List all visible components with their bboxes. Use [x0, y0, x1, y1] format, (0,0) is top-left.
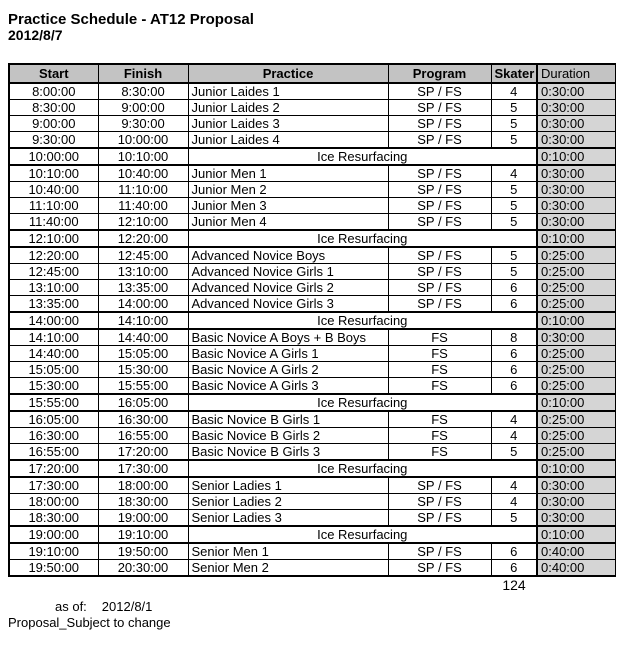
resurfacing-row: [9, 526, 615, 543]
cell-duration: 0:30:00: [537, 132, 615, 149]
schedule-row: [9, 214, 615, 231]
cell-start: 10:40:00: [9, 182, 98, 198]
cell-start: 12:10:00: [9, 230, 98, 247]
cell-finish: 8:30:00: [98, 83, 188, 100]
column-header-program: Program: [388, 64, 491, 83]
column-header-finish: Finish: [98, 64, 188, 83]
cell-duration: 0:25:00: [537, 362, 615, 378]
cell-practice-merged: Ice Resurfacing: [188, 460, 537, 477]
cell-start: 19:00:00: [9, 526, 98, 543]
cell-practice: Basic Novice A Girls 2: [188, 362, 388, 378]
cell-duration: 0:30:00: [537, 510, 615, 527]
cell-program: SP / FS: [388, 477, 491, 494]
cell-skater: 4: [491, 165, 537, 182]
cell-program: FS: [388, 444, 491, 461]
cell-finish: 15:30:00: [98, 362, 188, 378]
cell-program: FS: [388, 378, 491, 395]
cell-finish: 16:05:00: [98, 394, 188, 411]
cell-program: SP / FS: [388, 264, 491, 280]
schedule-row: [9, 247, 615, 264]
cell-finish: 9:00:00: [98, 100, 188, 116]
cell-program: SP / FS: [388, 560, 491, 577]
cell-skater: 6: [491, 543, 537, 560]
cell-start: 11:40:00: [9, 214, 98, 231]
cell-finish: 19:00:00: [98, 510, 188, 527]
cell-skater: 6: [491, 346, 537, 362]
schedule-row: [9, 444, 615, 461]
asof-date: 2012/8/1: [101, 599, 153, 614]
cell-start: 14:40:00: [9, 346, 98, 362]
schedule-row: [9, 280, 615, 296]
cell-start: 16:30:00: [9, 428, 98, 444]
cell-skater: 4: [491, 428, 537, 444]
cell-practice: Basic Novice A Girls 1: [188, 346, 388, 362]
cell-duration: 0:25:00: [537, 346, 615, 362]
cell-finish: 12:45:00: [98, 247, 188, 264]
cell-skater: 4: [491, 83, 537, 100]
schedule-footer: [9, 576, 615, 594]
cell-duration: 0:30:00: [537, 116, 615, 132]
cell-start: 13:35:00: [9, 296, 98, 313]
cell-program: SP / FS: [388, 165, 491, 182]
cell-start: 17:30:00: [9, 477, 98, 494]
cell-program: SP / FS: [388, 100, 491, 116]
cell-finish: 12:20:00: [98, 230, 188, 247]
schedule-header: [9, 64, 615, 83]
cell-program: SP / FS: [388, 214, 491, 231]
cell-program: FS: [388, 362, 491, 378]
cell-duration: 0:25:00: [537, 247, 615, 264]
resurfacing-row: [9, 312, 615, 329]
cell-program: FS: [388, 428, 491, 444]
cell-start: 15:55:00: [9, 394, 98, 411]
cell-practice-merged: Ice Resurfacing: [188, 230, 537, 247]
cell-program: SP / FS: [388, 494, 491, 510]
cell-practice-merged: Ice Resurfacing: [188, 312, 537, 329]
cell-skater: 8: [491, 329, 537, 346]
cell-duration: 0:25:00: [537, 296, 615, 313]
schedule-body: [9, 83, 615, 576]
cell-skater: 5: [491, 264, 537, 280]
schedule-row: [9, 329, 615, 346]
cell-duration: 0:10:00: [537, 526, 615, 543]
schedule-table: [8, 63, 616, 594]
schedule-row: [9, 510, 615, 527]
cell-finish: 14:10:00: [98, 312, 188, 329]
cell-practice: Senior Ladies 3: [188, 510, 388, 527]
cell-start: 15:30:00: [9, 378, 98, 395]
cell-skater: 5: [491, 182, 537, 198]
schedule-row: [9, 165, 615, 182]
cell-skater: 5: [491, 444, 537, 461]
total-row-spacer: [9, 576, 491, 594]
cell-duration: 0:40:00: [537, 543, 615, 560]
cell-duration: 0:25:00: [537, 280, 615, 296]
cell-start: 13:10:00: [9, 280, 98, 296]
cell-duration: 0:10:00: [537, 394, 615, 411]
cell-finish: 13:10:00: [98, 264, 188, 280]
cell-duration: 0:30:00: [537, 165, 615, 182]
cell-duration: 0:25:00: [537, 378, 615, 395]
cell-program: SP / FS: [388, 116, 491, 132]
cell-start: 10:10:00: [9, 165, 98, 182]
cell-program: SP / FS: [388, 247, 491, 264]
cell-program: SP / FS: [388, 510, 491, 527]
cell-practice: Advanced Novice Girls 2: [188, 280, 388, 296]
schedule-row: [9, 100, 615, 116]
cell-finish: 18:00:00: [98, 477, 188, 494]
schedule-row: [9, 296, 615, 313]
cell-program: SP / FS: [388, 132, 491, 149]
cell-skater: 6: [491, 280, 537, 296]
cell-practice: Senior Men 2: [188, 560, 388, 577]
cell-practice: Senior Men 1: [188, 543, 388, 560]
cell-duration: 0:30:00: [537, 494, 615, 510]
skater-total: 124: [491, 576, 537, 594]
cell-start: 14:00:00: [9, 312, 98, 329]
cell-skater: 4: [491, 494, 537, 510]
schedule-row: [9, 477, 615, 494]
cell-start: 17:20:00: [9, 460, 98, 477]
cell-practice: Junior Men 1: [188, 165, 388, 182]
cell-skater: 6: [491, 378, 537, 395]
cell-program: SP / FS: [388, 198, 491, 214]
cell-start: 19:50:00: [9, 560, 98, 577]
column-header-duration: Duration: [537, 64, 615, 83]
cell-duration: 0:40:00: [537, 560, 615, 577]
cell-practice: Advanced Novice Boys: [188, 247, 388, 264]
cell-start: 15:05:00: [9, 362, 98, 378]
cell-duration: 0:30:00: [537, 182, 615, 198]
cell-skater: 5: [491, 116, 537, 132]
cell-practice: Advanced Novice Girls 1: [188, 264, 388, 280]
cell-finish: 14:00:00: [98, 296, 188, 313]
schedule-row: [9, 83, 615, 100]
cell-practice: Basic Novice B Girls 3: [188, 444, 388, 461]
schedule-row: [9, 264, 615, 280]
cell-program: FS: [388, 329, 491, 346]
resurfacing-row: [9, 230, 615, 247]
cell-skater: 5: [491, 214, 537, 231]
cell-finish: 19:50:00: [98, 543, 188, 560]
column-header-start: Start: [9, 64, 98, 83]
cell-finish: 11:40:00: [98, 198, 188, 214]
cell-duration: 0:25:00: [537, 411, 615, 428]
schedule-row: [9, 411, 615, 428]
cell-start: 12:20:00: [9, 247, 98, 264]
cell-practice: Junior Men 3: [188, 198, 388, 214]
page-title: Practice Schedule - AT12 Proposal: [8, 11, 254, 28]
cell-duration: 0:10:00: [537, 148, 615, 165]
cell-practice: Senior Ladies 1: [188, 477, 388, 494]
cell-duration: 0:30:00: [537, 477, 615, 494]
cell-skater: 4: [491, 411, 537, 428]
cell-skater: 5: [491, 100, 537, 116]
cell-finish: 15:55:00: [98, 378, 188, 395]
header-row: [9, 64, 615, 83]
cell-practice: Junior Laides 3: [188, 116, 388, 132]
cell-finish: 15:05:00: [98, 346, 188, 362]
schedule-row: [9, 543, 615, 560]
cell-finish: 16:30:00: [98, 411, 188, 428]
cell-finish: 10:10:00: [98, 148, 188, 165]
schedule-row: [9, 182, 615, 198]
cell-finish: 17:30:00: [98, 460, 188, 477]
cell-finish: 10:40:00: [98, 165, 188, 182]
cell-duration: 0:10:00: [537, 460, 615, 477]
resurfacing-row: [9, 460, 615, 477]
asof-line: [55, 599, 614, 615]
schedule-row: [9, 560, 615, 577]
resurfacing-row: [9, 394, 615, 411]
cell-skater: 5: [491, 247, 537, 264]
footer-note: Proposal_Subject to change: [8, 615, 171, 630]
cell-duration: 0:10:00: [537, 230, 615, 247]
cell-program: FS: [388, 411, 491, 428]
cell-duration: 0:30:00: [537, 83, 615, 100]
cell-finish: 12:10:00: [98, 214, 188, 231]
cell-finish: 18:30:00: [98, 494, 188, 510]
cell-practice-merged: Ice Resurfacing: [188, 526, 537, 543]
cell-finish: 20:30:00: [98, 560, 188, 577]
cell-finish: 14:40:00: [98, 329, 188, 346]
cell-skater: 5: [491, 132, 537, 149]
cell-program: SP / FS: [388, 280, 491, 296]
cell-start: 8:30:00: [9, 100, 98, 116]
cell-practice: Basic Novice A Boys + B Boys: [188, 329, 388, 346]
cell-program: FS: [388, 346, 491, 362]
cell-start: 9:30:00: [9, 132, 98, 149]
cell-duration: 0:30:00: [537, 100, 615, 116]
schedule-row: [9, 198, 615, 214]
cell-start: 12:45:00: [9, 264, 98, 280]
cell-finish: 19:10:00: [98, 526, 188, 543]
column-header-practice: Practice: [188, 64, 388, 83]
cell-practice: Junior Laides 4: [188, 132, 388, 149]
cell-start: 16:05:00: [9, 411, 98, 428]
cell-practice-merged: Ice Resurfacing: [188, 394, 537, 411]
column-header-skater: Skater: [491, 64, 537, 83]
resurfacing-row: [9, 148, 615, 165]
cell-practice: Junior Men 4: [188, 214, 388, 231]
cell-duration: 0:25:00: [537, 444, 615, 461]
total-row: [9, 576, 615, 594]
cell-practice: Senior Ladies 2: [188, 494, 388, 510]
cell-skater: 6: [491, 296, 537, 313]
schedule-row: [9, 346, 615, 362]
cell-practice: Basic Novice B Girls 2: [188, 428, 388, 444]
schedule-row: [9, 378, 615, 395]
cell-start: 19:10:00: [9, 543, 98, 560]
cell-start: 9:00:00: [9, 116, 98, 132]
cell-start: 8:00:00: [9, 83, 98, 100]
schedule-row: [9, 362, 615, 378]
document-footer: [8, 599, 614, 631]
cell-finish: 10:00:00: [98, 132, 188, 149]
cell-start: 18:00:00: [9, 494, 98, 510]
asof-label: as of:: [55, 599, 87, 614]
cell-skater: 6: [491, 560, 537, 577]
cell-duration: 0:10:00: [537, 312, 615, 329]
cell-finish: 16:55:00: [98, 428, 188, 444]
cell-start: 18:30:00: [9, 510, 98, 527]
schedule-row: [9, 428, 615, 444]
cell-duration: 0:25:00: [537, 264, 615, 280]
cell-program: SP / FS: [388, 543, 491, 560]
page-date: 2012/8/7: [8, 27, 63, 43]
document-page: [0, 11, 622, 631]
cell-practice: Junior Laides 1: [188, 83, 388, 100]
cell-program: SP / FS: [388, 182, 491, 198]
cell-program: SP / FS: [388, 83, 491, 100]
cell-duration: 0:25:00: [537, 428, 615, 444]
cell-practice: Advanced Novice Girls 3: [188, 296, 388, 313]
cell-start: 14:10:00: [9, 329, 98, 346]
cell-practice-merged: Ice Resurfacing: [188, 148, 537, 165]
total-row-end-spacer: [537, 576, 615, 594]
schedule-row: [9, 132, 615, 149]
schedule-row: [9, 116, 615, 132]
cell-skater: 5: [491, 198, 537, 214]
cell-practice: Basic Novice B Girls 1: [188, 411, 388, 428]
cell-start: 16:55:00: [9, 444, 98, 461]
cell-duration: 0:30:00: [537, 329, 615, 346]
cell-duration: 0:30:00: [537, 214, 615, 231]
cell-start: 10:00:00: [9, 148, 98, 165]
cell-finish: 11:10:00: [98, 182, 188, 198]
cell-program: SP / FS: [388, 296, 491, 313]
cell-skater: 5: [491, 510, 537, 527]
cell-practice: Junior Laides 2: [188, 100, 388, 116]
cell-duration: 0:30:00: [537, 198, 615, 214]
cell-finish: 13:35:00: [98, 280, 188, 296]
cell-finish: 17:20:00: [98, 444, 188, 461]
schedule-row: [9, 494, 615, 510]
cell-start: 11:10:00: [9, 198, 98, 214]
cell-skater: 4: [491, 477, 537, 494]
cell-skater: 6: [491, 362, 537, 378]
cell-finish: 9:30:00: [98, 116, 188, 132]
cell-practice: Junior Men 2: [188, 182, 388, 198]
cell-practice: Basic Novice A Girls 3: [188, 378, 388, 395]
